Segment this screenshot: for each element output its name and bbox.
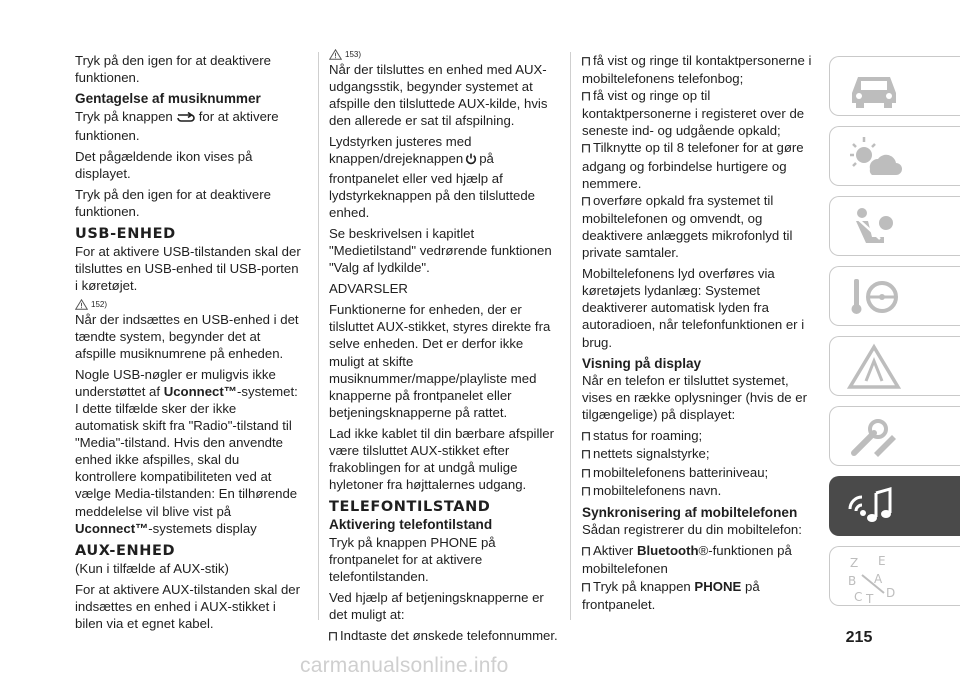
alphabet-index-icon <box>844 553 904 609</box>
heading-aux: AUX-ENHED <box>75 542 176 559</box>
car-dashboard-icon <box>844 63 904 111</box>
tab-steering-key[interactable] <box>829 266 960 326</box>
warning-triangle-icon <box>329 49 342 60</box>
paragraph: Tryk på den igen for at deaktivere funktionen. <box>75 187 271 220</box>
bullet-icon <box>582 483 590 500</box>
paragraph: Nogle USB-nøgler er muligvis ikke understøttet af Uconnect™-systemet: I dette tilfælde sker der ikke automatisk skift fra "Radio"-tilstand til "Media"-tilstand. Hvis den anvendte enhed ikke afspilles, skal du kontrollere kompatibiliteten ved at vælge Media-tilstanden: En tilhørende meddelelse vil blive vist på Uconnect™-systemets display <box>75 366 298 536</box>
watermark: carmanualsonline.info <box>300 654 509 677</box>
bullet-icon <box>582 193 590 210</box>
power-knob-icon <box>465 152 477 169</box>
column-separator-1 <box>318 52 319 620</box>
paragraph: Tryk på knappen for at aktivere funktionen. <box>75 108 279 143</box>
paragraph: For at aktivere AUX-tilstanden skal der indsættes en enhed i AUX-stikket i bilen via et egnet kabel. <box>75 581 301 632</box>
tab-tools[interactable] <box>829 406 960 466</box>
paragraph: Ved hjælp af betjeningsknapperne er det muligt at: <box>329 590 544 623</box>
heading-repeat: Gentagelse af musiknummer <box>75 91 261 107</box>
list-item: overføre opkald fra systemet til mobiltelefonen og omvendt, og deaktivere anlæggets mikrofonlyd til private samtaler. <box>582 192 793 261</box>
tab-warning-road[interactable] <box>829 336 960 396</box>
heading-telephone: TELEFONTILSTAND <box>329 499 491 516</box>
bullet-icon <box>582 579 590 596</box>
page-number: 215 <box>845 629 873 646</box>
bullet-icon <box>582 140 590 157</box>
heading-sync: Synkronisering af mobiltelefonen <box>582 504 798 520</box>
heading-display: Visning på display <box>582 355 702 371</box>
bullet-icon <box>582 465 590 482</box>
list-item: nettets signalstyrke; <box>582 445 817 463</box>
paragraph: For at aktivere USB-tilstanden skal der tilsluttes en USB-enhed til USB-porten i køretøjet. <box>75 244 301 294</box>
bullet-icon <box>582 428 590 445</box>
svg-text:E: E <box>878 554 886 568</box>
bullet-icon <box>329 628 337 645</box>
svg-text:T: T <box>866 592 874 606</box>
tools-icon <box>844 413 904 461</box>
svg-text:D: D <box>886 586 896 600</box>
warning-reference: 153) <box>329 49 559 60</box>
column-3 <box>582 52 817 617</box>
paragraph: Lad ikke kablet til din bærbare afspiller være tilsluttet AUX-stikket efter frakoblingen for at undgå mulige hyletoner fra højttalernes udgang. <box>329 425 555 493</box>
paragraph: Lydstyrken justeres med knappen/drejeknappen på frontpanelet eller ved hjælp af lydstyrkeknappen på den tilsluttede enhed. <box>329 134 536 220</box>
column-2 <box>329 52 559 649</box>
tab-multimedia[interactable] <box>829 476 960 536</box>
svg-text:Z: Z <box>850 556 859 570</box>
svg-text:C: C <box>854 590 863 604</box>
paragraph: Tryk på knappen PHONE på frontpanelet for at aktivere telefontilstanden. <box>329 534 496 584</box>
paragraph: ADVARSLER <box>329 281 408 297</box>
paragraph: Når der tilsluttes en enhed med AUX-udgangsstik, begynder systemet at afspille den tilsluttede AUX-kilde, hvis den allerede er sat til afspilning. <box>329 62 548 129</box>
list-item: Indtaste det ønskede telefonnummer. <box>329 627 559 645</box>
paragraph: Se beskrivelsen i kapitlet "Medietilstand" vedrørende funktionen "Valg af lydkilde". <box>329 225 552 276</box>
paragraph: Sådan registrerer du din mobiltelefon: <box>582 522 802 538</box>
seat-airbag-icon <box>844 203 904 251</box>
tab-seat-airbag[interactable] <box>829 196 960 256</box>
paragraph: Tryk på den igen for at deaktivere funktionen. <box>75 53 271 86</box>
climate-lights-icon <box>844 133 904 181</box>
svg-text:B: B <box>848 574 857 588</box>
list-item: status for roaming; <box>582 427 817 445</box>
paragraph: Når der indsættes en USB-enhed i det tændte system, begynder det at afspille musiknumrene på enheden. <box>75 311 299 361</box>
column-separator-2 <box>570 52 571 620</box>
chapter-index-sidebar <box>829 56 960 610</box>
tab-climate-lights[interactable] <box>829 126 960 186</box>
bullet-icon <box>582 53 590 70</box>
list-item: Tilknytte op til 8 telefoner for at gøre adgang og forbindelse hurtigere og nemmere. <box>582 140 804 191</box>
repeat-icon <box>175 110 197 127</box>
list-item: Tryk på knappen PHONE på frontpanelet. <box>582 578 760 612</box>
paragraph: (Kun i tilfælde af AUX-stik) <box>75 560 229 576</box>
list-item: mobiltelefonens navn. <box>582 482 817 500</box>
list-item: Aktiver Bluetooth®-funktionen på mobiltelefonen <box>582 543 792 577</box>
paragraph: Mobiltelefonens lyd overføres via køretøjets lydanlæg: Systemet deaktiverer automatisk lyden fra autoradioen, når telefonfunktionen er i brug. <box>582 266 805 350</box>
heading-usb: USB-ENHED <box>75 226 176 243</box>
tab-car-dashboard[interactable] <box>829 56 960 116</box>
multimedia-icon <box>844 483 904 531</box>
paragraph: Funktionerne for enheden, der er tilsluttet AUX-stikket, styres direkte fra selve enheden. Det er derfor ikke muligt at skifte musiknummer/mappe/playliste med knapperne på frontpanelet eller betjeningsknapperne på rattet. <box>329 302 551 420</box>
paragraph: Det pågældende ikon vises på displayet. <box>75 148 253 181</box>
warning-reference: 152) <box>75 299 303 310</box>
svg-text:A: A <box>874 572 883 586</box>
heading-activation: Aktivering telefontilstand <box>329 517 493 533</box>
column-1 <box>75 52 303 636</box>
bullet-icon <box>582 446 590 463</box>
list-item: mobiltelefonens batteriniveau; <box>582 464 817 482</box>
warning-road-icon <box>844 343 904 391</box>
steering-key-icon <box>844 273 904 321</box>
list-item: få vist og ringe til kontaktpersonerne i mobiltelefonens telefonbog; <box>582 53 812 87</box>
list-item: få vist og ringe op til kontaktpersonerne i registeret over de seneste ind- og udgående opkald; <box>582 88 805 139</box>
bullet-icon <box>582 88 590 105</box>
paragraph: Når en telefon er tilsluttet systemet, vises en række oplysninger (hvis de er tilgængelige) på displayet: <box>582 373 808 423</box>
warning-triangle-icon <box>75 299 88 310</box>
tab-alphabet-index[interactable] <box>829 546 960 606</box>
bullet-icon <box>582 543 590 560</box>
